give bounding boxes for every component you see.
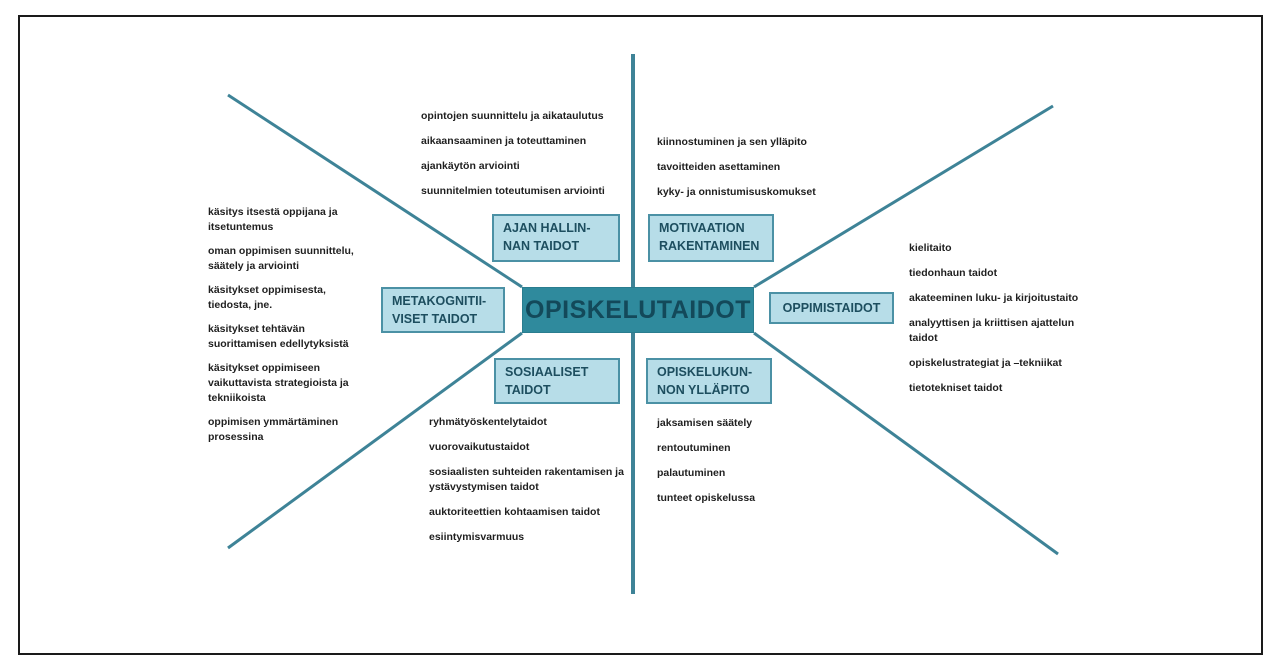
list-item: rentoutuminen xyxy=(657,442,731,454)
list-item: opintojen suunnittelu ja aikataulutus xyxy=(421,110,604,122)
category-ajan-hallinnan-taidot: AJAN HALLIN- NAN TAIDOT xyxy=(492,214,620,262)
list-item: oppimisen ymmärtäminen prosessina xyxy=(208,416,339,443)
list-item: ryhmätyöskentelytaidot xyxy=(429,416,547,428)
list-item: palautuminen xyxy=(657,467,726,479)
list-item: tiedonhaun taidot xyxy=(909,267,998,279)
center-node: OPISKELUTAIDOT xyxy=(522,287,754,333)
list-item: auktoriteettien kohtaamisen taidot xyxy=(429,506,600,518)
list-item: aikaansaaminen ja toteuttaminen xyxy=(421,135,587,147)
list-motivaation-rakentaminen xyxy=(657,135,816,210)
list-item: jaksamisen säätely xyxy=(657,417,753,429)
list-item: tunteet opiskelussa xyxy=(657,492,756,504)
list-item: esiintymisvarmuus xyxy=(429,531,525,543)
list-metakognitiiviset-taidot xyxy=(208,205,354,454)
list-item: opiskelustrategiat ja –tekniikat xyxy=(909,357,1062,369)
list-item: käsitykset oppimisesta, tiedosta, jne. xyxy=(208,284,326,311)
list-item: analyyttisen ja kriittisen ajattelun taidot xyxy=(909,317,1075,344)
list-item: kielitaito xyxy=(909,242,952,254)
list-item: vuorovaikutustaidot xyxy=(429,441,530,453)
category-opiskelukunnon-yllapito: OPISKELUKUN- NON YLLÄPITO xyxy=(646,358,772,404)
list-item: suunnitelmien toteutumisen arviointi xyxy=(421,185,605,197)
list-item: akateeminen luku- ja kirjoitustaito xyxy=(909,292,1079,304)
list-item: kiinnostuminen ja sen ylläpito xyxy=(657,136,807,148)
list-oppimistaidot xyxy=(909,241,1078,406)
category-oppimistaidot: OPPIMISTAIDOT xyxy=(769,292,894,324)
list-opiskelukunnon-yllapito xyxy=(657,416,755,516)
list-item: tietotekniset taidot xyxy=(909,382,1003,394)
list-ajan-hallinnan-taidot xyxy=(421,109,605,209)
list-item: käsitykset tehtävän suorittamisen edellytyksistä xyxy=(208,323,349,350)
list-item: ajankäytön arviointi xyxy=(421,160,520,172)
list-item: kyky- ja onnistumisuskomukset xyxy=(657,186,816,198)
category-sosiaaliset-taidot: SOSIAALISET TAIDOT xyxy=(494,358,620,404)
list-item: käsitykset oppimiseen vaikuttavista strategioista ja tekniikoista xyxy=(208,362,349,404)
category-metakognitiiviset-taidot: METAKOGNITII- VISET TAIDOT xyxy=(381,287,505,333)
list-item: käsitys itsestä oppijana ja itsetuntemus xyxy=(208,206,338,233)
category-motivaation-rakentaminen: MOTIVAATION RAKENTAMINEN xyxy=(648,214,774,262)
list-item: sosiaalisten suhteiden rakentamisen ja ystävystymisen taidot xyxy=(429,466,624,493)
list-sosiaaliset-taidot xyxy=(429,415,624,555)
list-item: tavoitteiden asettaminen xyxy=(657,161,781,173)
list-item: oman oppimisen suunnittelu, säätely ja arviointi xyxy=(208,245,354,272)
